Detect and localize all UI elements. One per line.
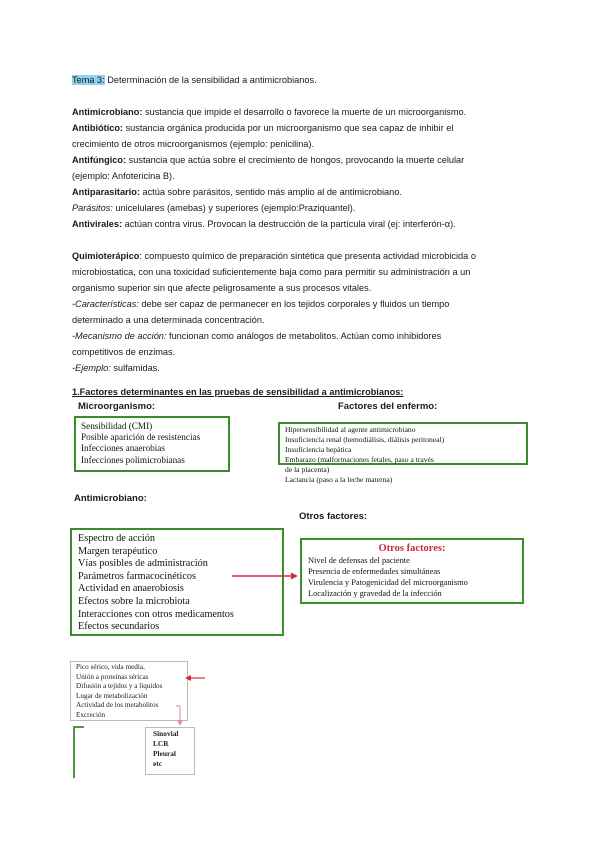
quimio-line-1: Quimioterápico: compuesto químico de preparación sintética que presenta actividad microbicida o [72, 251, 476, 261]
tema-title: Determinación de la sensibilidad a antimicrobianos. [104, 75, 317, 85]
list-item: de la placenta) [285, 464, 330, 474]
section-title: 1.Factores determinantes en las pruebas de sensibilidad a antimicrobianos: [72, 387, 404, 397]
quimio-caracteristicas-cont: determinado a una determinada concentración. [72, 315, 265, 325]
list-item: Efectos sobre la microbiota [78, 595, 190, 607]
pk-box-arrow-head [185, 675, 191, 681]
enfermo-label: Factores del enfermo: [338, 401, 438, 412]
definition-antivirales: Antivirales: actúan contra virus. Provocan la destrucción de la partícula viral (ej: interferón-α). [72, 219, 456, 229]
tema-label: Tema 3: [72, 75, 105, 85]
definition-parasitos: Parásitos: unicelulares (amebas) y superiores (ejemplo:Praziquantel). [72, 203, 356, 213]
list-item: Nivel de defensas del paciente [308, 556, 410, 565]
list-item: Embarazo (malformaciones fetales, paso a través [285, 454, 434, 464]
otros-box-title: Otros factores: [378, 543, 446, 554]
list-item: Hipersensibilidad al agente antimicrobiano [285, 425, 416, 434]
definition-antifungico-cont: (ejemplo: Anfotericina B). [72, 171, 175, 181]
antimicrobiano-label: Antimicrobiano: [74, 493, 147, 504]
list-item: Insuficiencia renal (hemodiálisis, diálisis peritoneal) [285, 434, 445, 444]
quimio-mecanismo-cont: competitivos de enzimas. [72, 347, 176, 357]
list-item: Posible aparición de resistencias [81, 432, 201, 443]
list-item: Efectos secundarios [78, 621, 160, 633]
quimio-caracteristicas: -Características: debe ser capaz de permanecer en los tejidos corporales y fluidos un tiempo [72, 299, 450, 309]
list-item: Excreción [76, 710, 106, 719]
microorganismo-label: Microorganismo: [78, 401, 156, 412]
green-bracket [74, 727, 84, 778]
pk-arrow-head [291, 573, 298, 580]
quimio-line-3: organismo superior sin que afecte peligrosamente a sus procesos vitales. [72, 283, 372, 293]
list-item: Actividad de los metabolitos [76, 701, 159, 710]
list-item: Virulencia y Patogenicidad del microorganismo [308, 578, 468, 587]
definition-antifungico: Antifúngico: sustancia que actúa sobre el crecimiento de hongos, provocando la muerte celular [72, 155, 465, 165]
list-item: Lactancia (paso a la leche materna) [285, 474, 393, 484]
otros-label: Otros factores: [299, 511, 368, 522]
list-item: Lugar de metabolización [76, 691, 148, 700]
list-item: Parámetros farmacocinéticos [78, 570, 196, 582]
list-item: Infecciones polimicrobianas [81, 454, 185, 465]
fluids-arrow-head [177, 720, 183, 726]
list-item: Interacciones con otros medicamentos [78, 608, 234, 620]
definition-antibiotico-cont: crecimiento de otros microorganismos (ejemplo: penicilina). [72, 139, 315, 149]
list-item: Difusión a tejidos y a líquidos [76, 682, 163, 691]
list-item: Sensibilidad (CMI) [81, 421, 153, 431]
definition-antibiotico: Antibiótico: sustancia orgánica producida por un microorganismo que sea capaz de inhibir el [72, 123, 454, 133]
list-item: Sinovial [153, 729, 179, 738]
quimio-ejemplo: -Ejemplo: sulfamidas. [72, 363, 160, 373]
list-item: Espectro de acción [78, 533, 155, 544]
list-item: etc [153, 759, 163, 768]
list-item: Pleural [153, 749, 176, 758]
list-item: Unión a proteínas séricas [76, 672, 149, 681]
list-item: Infecciones anaerobias [81, 443, 165, 454]
list-item: Pico sérico, vida media, [76, 663, 145, 671]
list-item: Vías posibles de administración [78, 558, 208, 570]
list-item: Localización y gravedad de la infección [308, 589, 442, 598]
definition-antiparasitario: Antiparasitario: actúa sobre parásitos, sentido más amplio al de antimicrobiano. [72, 187, 402, 197]
list-item: Insuficiencia hepática [285, 444, 352, 454]
list-item: Presencia de enfermedades simultáneas [308, 567, 441, 576]
list-item: Margen terapéutico [78, 545, 158, 557]
quimio-mecanismo: -Mecanismo de acción: funcionan como análogos de metabolitos. Actúan como inhibidores [72, 331, 442, 341]
list-item: LCR [153, 739, 169, 748]
list-item: Actividad en anaerobiosis [78, 583, 184, 595]
quimio-line-2: microbiostatica, con una toxicidad suficientemente baja como para permitir su administración a un [72, 267, 471, 277]
definition-antimicrobiano: Antimicrobiano: sustancia que impide el desarrollo o favorece la muerte de un microorganismo. [72, 107, 467, 117]
